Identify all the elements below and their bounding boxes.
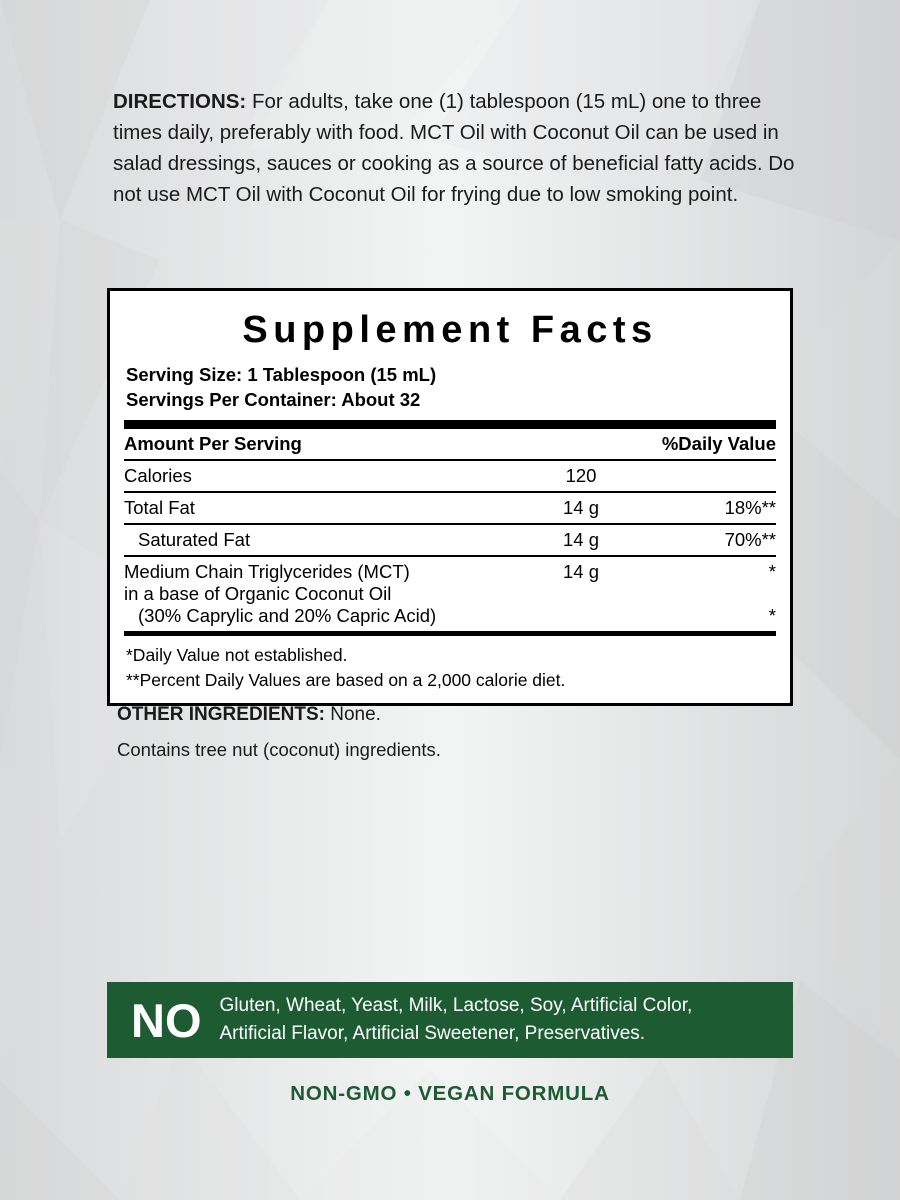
table-row xyxy=(124,524,776,556)
header-daily-value: %Daily Value xyxy=(661,433,776,454)
no-banner-word: NO xyxy=(131,993,202,1047)
footnotes xyxy=(124,636,776,693)
supplement-facts-title: Supplement Facts xyxy=(242,309,658,351)
serving-size: Serving Size: 1 Tablespoon (15 mL) xyxy=(126,364,437,385)
no-banner-line-1: Gluten, Wheat, Yeast, Milk, Lactose, Soy, Artificial Color, xyxy=(219,995,693,1016)
tagline: NON-GMO • VEGAN FORMULA xyxy=(290,1082,610,1105)
servings-per-container: Servings Per Container: About 32 xyxy=(126,389,421,410)
no-banner-list xyxy=(220,992,776,1048)
row-daily-value: 18%** xyxy=(656,492,776,524)
footnote-calorie-diet: **Percent Daily Values are based on a 2,000 calorie diet. xyxy=(126,670,566,690)
header-amount-per-serving: Amount Per Serving xyxy=(124,433,302,454)
row-name: Saturated Fat xyxy=(124,524,506,556)
table-row xyxy=(124,492,776,524)
row-name: Calories xyxy=(124,460,506,492)
other-ingredients-label: OTHER INGREDIENTS: xyxy=(117,704,325,725)
table-header-row xyxy=(124,429,776,460)
supplement-facts-panel xyxy=(107,288,793,706)
allergen-note: Contains tree nut (coconut) ingredients. xyxy=(117,739,441,760)
no-banner xyxy=(107,982,793,1058)
directions-paragraph xyxy=(113,86,803,210)
directions-label: DIRECTIONS: xyxy=(113,90,247,113)
other-ingredients xyxy=(117,704,381,726)
footnote-daily-value: *Daily Value not established. xyxy=(126,645,348,665)
nutrition-table xyxy=(124,429,776,631)
row-name: Medium Chain Triglycerides (MCT) xyxy=(124,556,506,583)
panel-rule-thick xyxy=(124,420,776,429)
directions-text: For adults, take one (1) tablespoon (15 mL) one to three times daily, preferably with food. MCT Oil with Coconut Oil can be used in salad dressings, sauces or cooking as a source of beneficial fatty acids. Do not use MCT Oil with Coconut Oil for frying due to low smoking point. xyxy=(113,90,795,206)
table-row xyxy=(124,583,776,605)
row-amount: 120 xyxy=(506,460,656,492)
row-daily-value: * xyxy=(768,605,776,626)
row-name: in a base of Organic Coconut Oil xyxy=(124,583,392,604)
row-daily-value xyxy=(656,583,776,605)
row-name: Total Fat xyxy=(124,492,506,524)
row-amount: 14 g xyxy=(506,492,656,524)
no-banner-line-2: Artificial Flavor, Artificial Sweetener, Preservatives. xyxy=(219,1023,646,1044)
other-ingredients-value: None. xyxy=(324,704,381,725)
row-daily-value: 70%** xyxy=(656,524,776,556)
table-row xyxy=(124,556,776,583)
row-amount xyxy=(506,583,656,605)
row-name: (30% Caprylic and 20% Capric Acid) xyxy=(138,605,437,626)
row-amount: 14 g xyxy=(506,556,656,583)
table-row xyxy=(124,605,776,631)
row-amount xyxy=(506,605,656,631)
row-daily-value: * xyxy=(656,556,776,583)
row-daily-value xyxy=(656,460,776,492)
table-row xyxy=(124,460,776,492)
row-amount: 14 g xyxy=(506,524,656,556)
